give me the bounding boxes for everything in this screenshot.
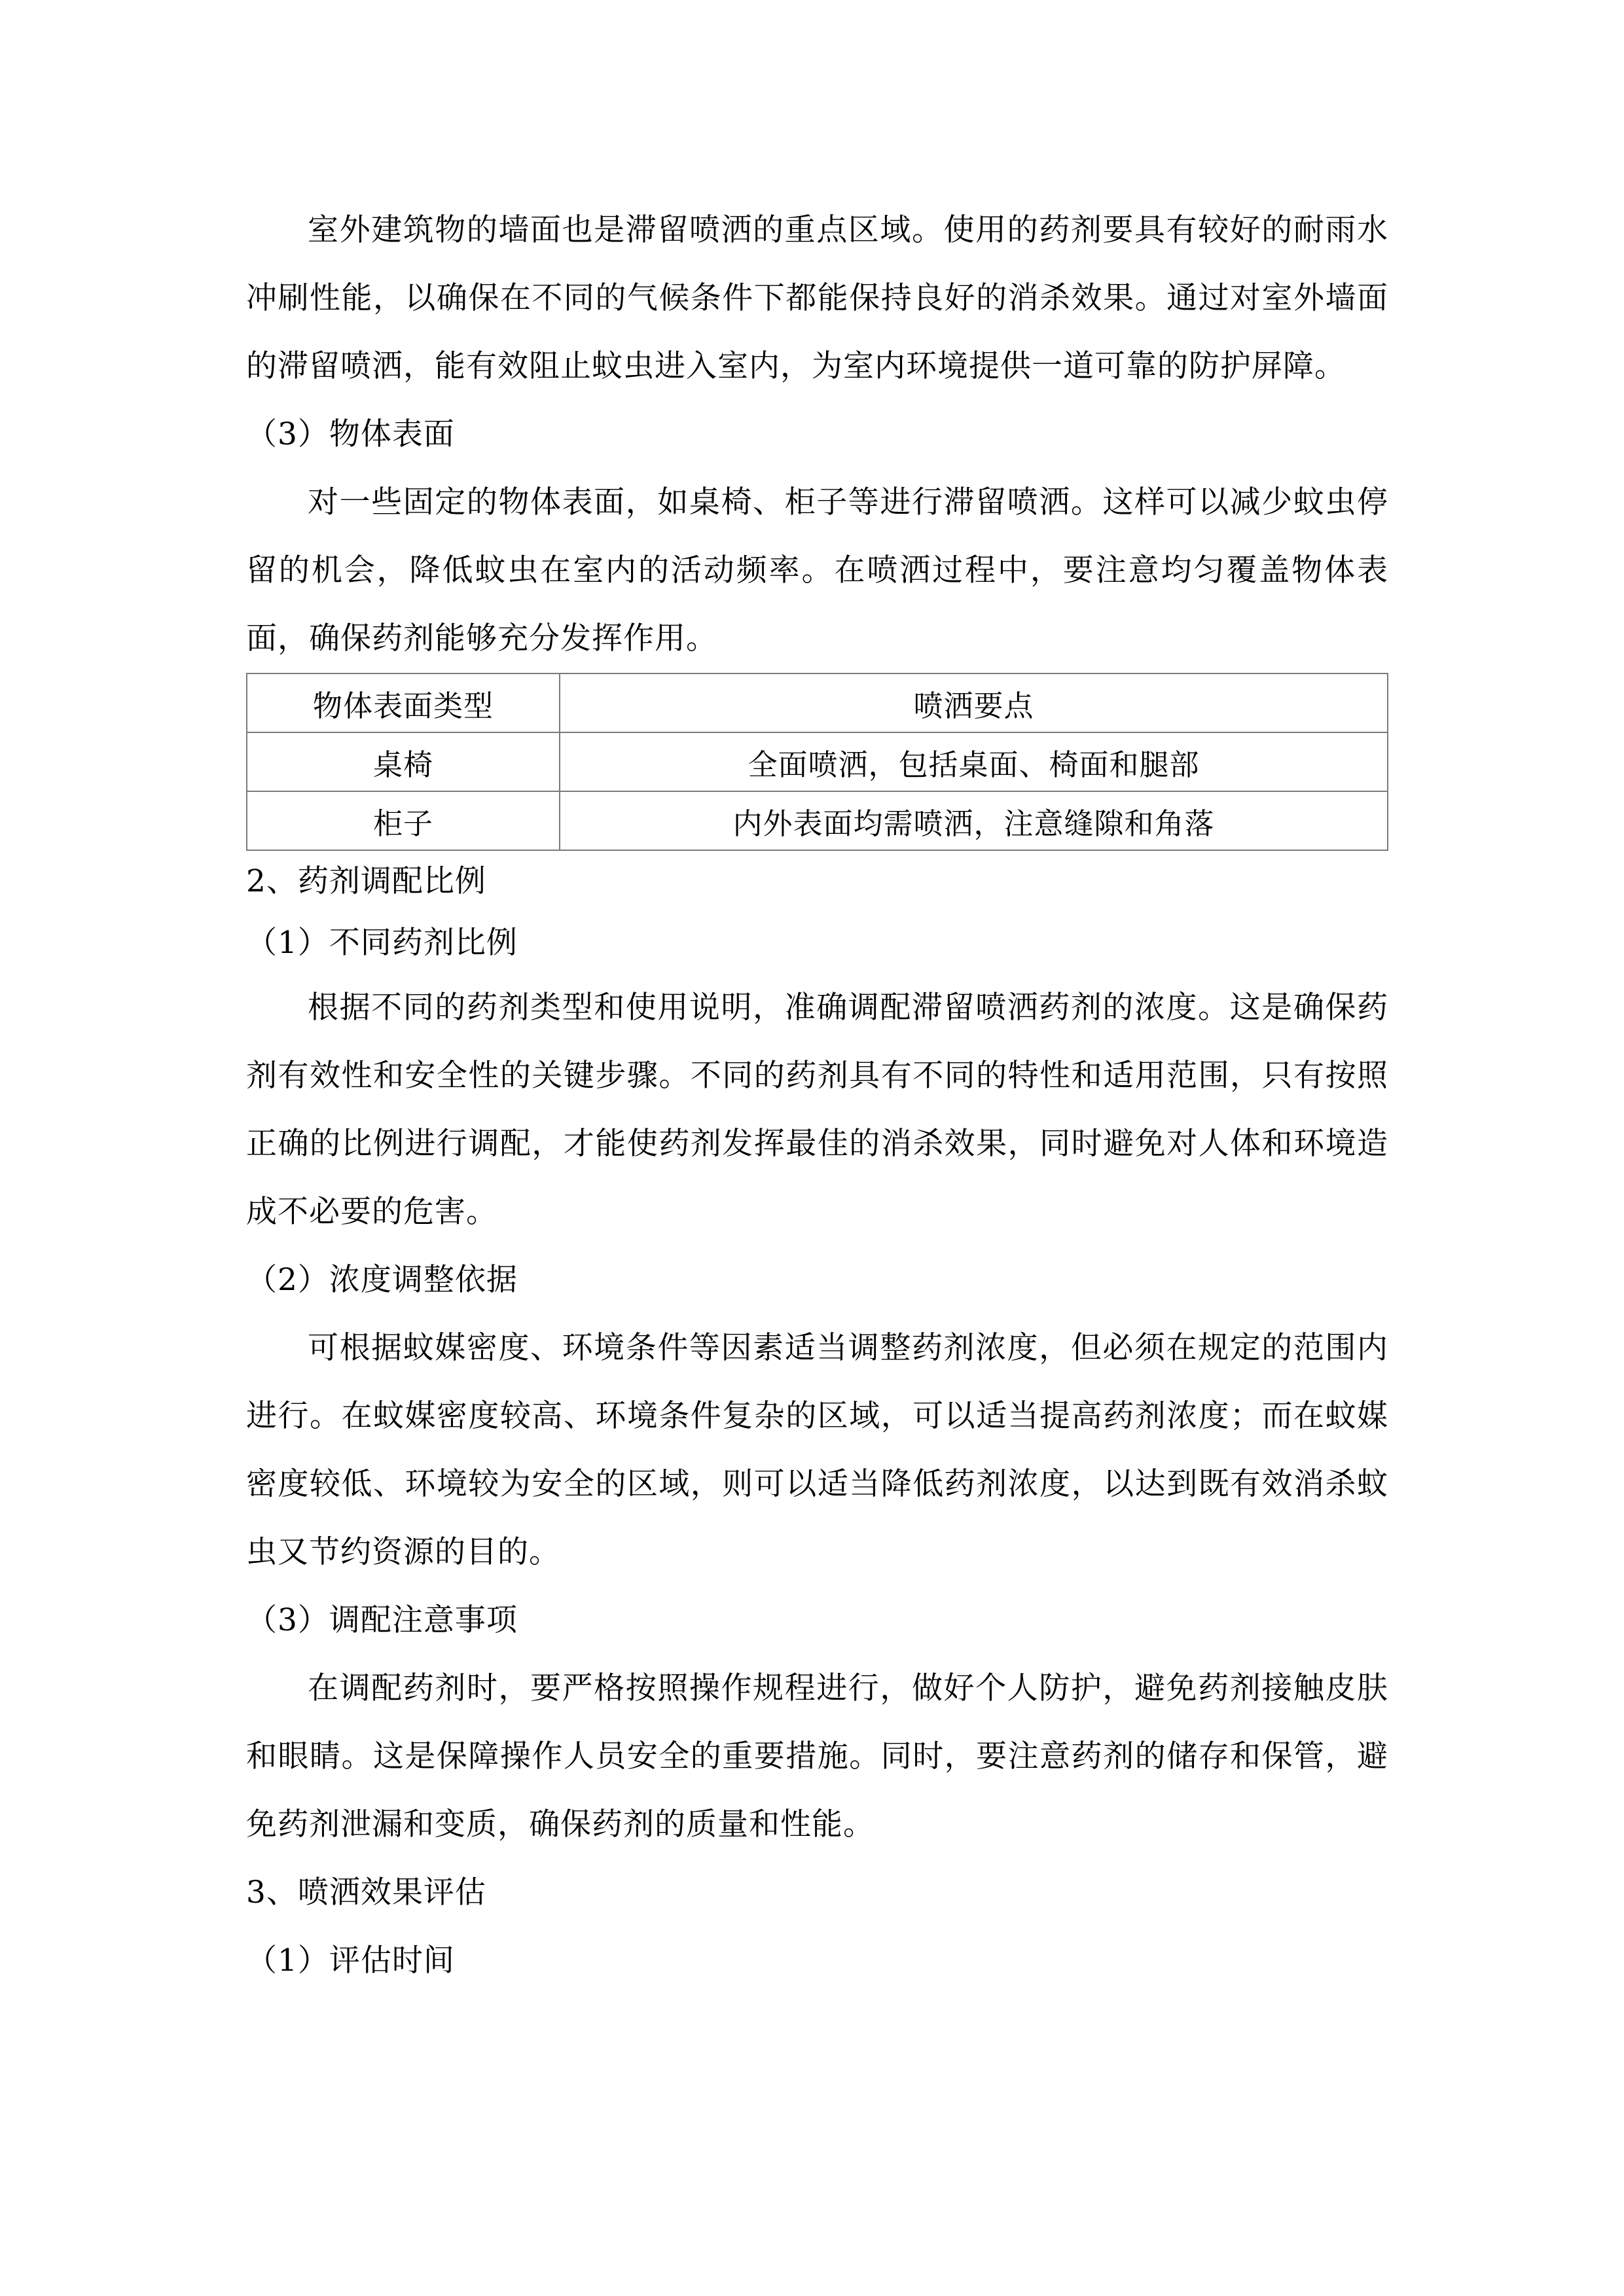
section-heading-dosage: 2、药剂调配比例 bbox=[246, 863, 486, 899]
table-row bbox=[247, 732, 1388, 791]
subheading-concentration-basis: （2）浓度调整依据 bbox=[246, 1262, 518, 1298]
table-cell: 全面喷洒，包括桌面、椅面和腿部 bbox=[560, 732, 1388, 791]
table-header-row bbox=[247, 673, 1388, 732]
paragraph-outdoor-walls: 室外建筑物的墙面也是滞留喷洒的重点区域。使用的药剂要具有较好的耐雨水冲刷性能，以确保在不同的气候条件下都能保持良好的消杀效果。通过对室外墙面的滞留喷洒，能有效阻止蚊虫进入室内，为室内环境提供一道可靠的防护屏障。 bbox=[246, 212, 1388, 384]
table-cell: 桌椅 bbox=[247, 732, 560, 791]
document-page bbox=[246, 196, 1388, 1995]
surface-spray-table bbox=[246, 673, 1388, 851]
table-header-cell: 物体表面类型 bbox=[247, 673, 560, 732]
paragraph-ratio: 根据不同的药剂类型和使用说明，准确调配滞留喷洒药剂的浓度。这是确保药剂有效性和安全性的关键步骤。不同的药剂具有不同的特性和适用范围，只有按照正确的比例进行调配，才能使药剂发挥最佳的消杀效果，同时避免对人体和环境造成不必要的危害。 bbox=[246, 990, 1388, 1230]
subheading-mixing-notes: （3）调配注意事项 bbox=[246, 1602, 518, 1638]
table-row bbox=[247, 791, 1388, 850]
subheading-object-surface: （3）物体表面 bbox=[246, 416, 455, 452]
table-cell: 柜子 bbox=[247, 791, 560, 850]
paragraph-object-surface: 对一些固定的物体表面，如桌椅、柜子等进行滞留喷洒。这样可以减少蚊虫停留的机会，降低蚊虫在室内的活动频率。在喷洒过程中，要注意均匀覆盖物体表面，确保药剂能够充分发挥作用。 bbox=[246, 484, 1388, 656]
section-heading-evaluation: 3、喷洒效果评估 bbox=[246, 1874, 486, 1910]
paragraph-concentration-basis: 可根据蚊媒密度、环境条件等因素适当调整药剂浓度，但必须在规定的范围内进行。在蚊媒密度较高、环境条件复杂的区域，可以适当提高药剂浓度；而在蚊媒密度较低、环境较为安全的区域，则可以适当降低药剂浓度，以达到既有效消杀蚊虫又节约资源的目的。 bbox=[246, 1330, 1388, 1570]
paragraph-mixing-notes: 在调配药剂时，要严格按照操作规程进行，做好个人防护，避免药剂接触皮肤和眼睛。这是保障操作人员安全的重要措施。同时，要注意药剂的储存和保管，避免药剂泄漏和变质，确保药剂的质量和性能。 bbox=[246, 1670, 1388, 1842]
table-cell: 内外表面均需喷洒，注意缝隙和角落 bbox=[560, 791, 1388, 850]
subheading-ratio: （1）不同药剂比例 bbox=[246, 925, 518, 961]
subheading-evaluation-time: （1）评估时间 bbox=[246, 1943, 455, 1979]
table-header-cell: 喷洒要点 bbox=[560, 673, 1388, 732]
